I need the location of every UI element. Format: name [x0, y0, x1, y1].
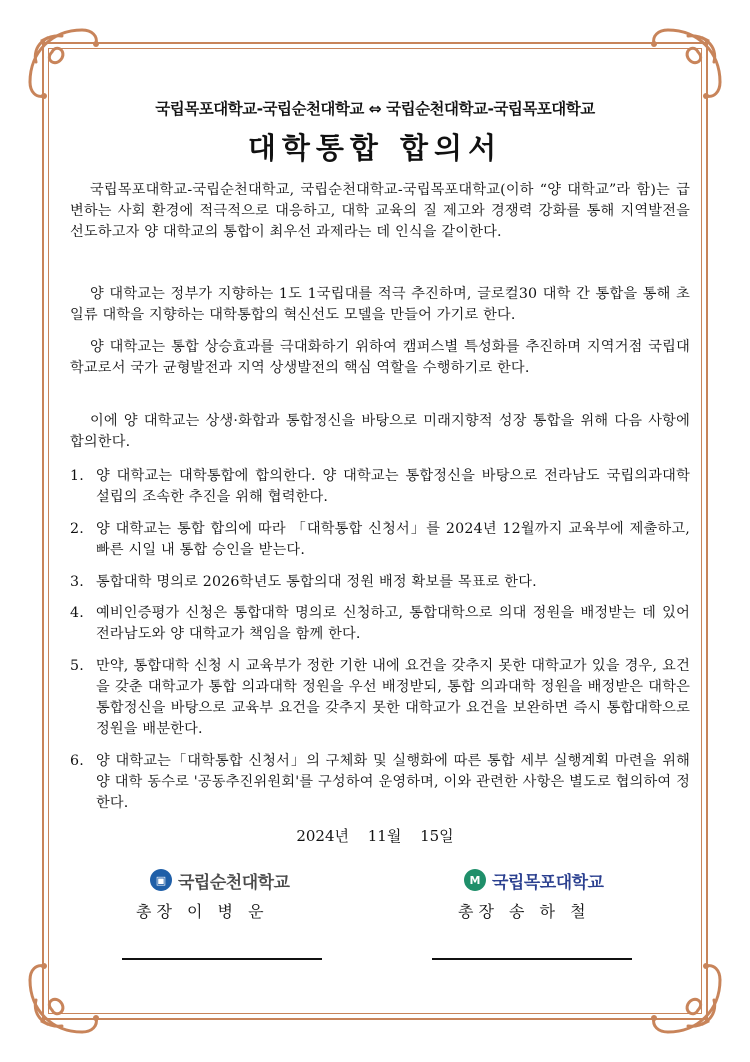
- item-number: 4.: [70, 605, 84, 621]
- agreement-item: [70, 466, 690, 508]
- item-text: 통합대학 명의로 2026학년도 통합의대 정원 배정 확보를 목표로 한다.: [96, 574, 537, 590]
- item-number: 1.: [70, 468, 84, 484]
- document-subtitle: 국립목포대학교-국립순천대학교 ⇔ 국립순천대학교-국립목포대학교: [155, 100, 595, 118]
- item-text: 양 대학교는「대학통합 신청서」의 구체화 및 실행화에 따른 통합 세부 실행계획 마련을 위해 양 대학 동수로 '공동추진위원회'를 구성하여 운영하며, 이와 관련한 사항은 별도로 협의하여 정한다.: [96, 753, 690, 811]
- scnu-emblem-icon: ▣: [150, 869, 172, 891]
- document-title: 대학통합 합의서: [247, 131, 503, 165]
- agreement-item: [70, 656, 690, 740]
- preamble-paragraph: 양 대학교는 통합 상승효과를 극대화하기 위하여 캠퍼스별 특성화를 추진하며 지역거점 국립대학교로서 국가 균형발전과 지역 상생발전의 핵심 역할을 수행하기로 한다.: [70, 339, 690, 376]
- item-text: 양 대학교는 통합 합의에 따라 「대학통합 신청서」를 2024년 12월까지 교육부에 제출하고, 빠른 시일 내 통합 승인을 받는다.: [96, 521, 690, 558]
- mokpo-logo: [464, 868, 603, 892]
- ornamental-scroll-icon: [22, 22, 106, 106]
- signing-date: 2024년 11월 15일: [296, 827, 454, 845]
- item-number: 5.: [70, 658, 84, 674]
- mokpo-president-name: 총장 송 하 철: [458, 902, 591, 921]
- signature-line: [122, 958, 322, 960]
- mokpo-emblem-icon: M: [464, 869, 486, 891]
- preamble-paragraph: 양 대학교는 정부가 지향하는 1도 1국립대를 적극 추진하며, 글로컬30 대학 간 통합을 통해 초일류 대학을 지향하는 대학통합의 혁신선도 모델을 만들어 가기로 한다.: [70, 286, 690, 323]
- item-number: 2.: [70, 521, 84, 537]
- agreement-item: [70, 603, 690, 645]
- scnu-university-name: 국립순천대학교: [178, 872, 290, 893]
- item-text: 예비인증평가 신청은 통합대학 명의로 신청하고, 통합대학으로 의대 정원을 배정받는 데 있어 전라남도와 양 대학교가 책임을 함께 한다.: [96, 605, 690, 642]
- scnu-president-name: 총장 이 병 운: [136, 902, 269, 921]
- item-text: 양 대학교는 대학통합에 합의한다. 양 대학교는 통합정신을 바탕으로 전라남도 국립의과대학 설립의 조속한 추진을 위해 협력한다.: [96, 468, 690, 505]
- agreement-item: [70, 751, 690, 814]
- item-number: 3.: [70, 574, 84, 590]
- agreement-item: [70, 572, 690, 593]
- ornamental-scroll-icon: [644, 22, 728, 106]
- item-number: 6.: [70, 753, 84, 769]
- signature-line: [432, 958, 632, 960]
- scnu-logo: [150, 868, 289, 892]
- agreement-item: [70, 519, 690, 561]
- ornamental-scroll-icon: [644, 956, 728, 1040]
- mokpo-university-name: 국립목포대학교: [492, 872, 604, 893]
- item-text: 만약, 통합대학 신청 시 교육부가 정한 기한 내에 요건을 갖추지 못한 대학교가 있을 경우, 요건을 갖춘 대학교가 통합 의과대학 정원을 우선 배정받되, 통합 의과대학 정원을 배정받은 대학은 통합정신을 바탕으로 교육부 요건을 갖추지 못한 대학교가 요건을 보완하면 즉시 통합대학으로 정원을 배분한다.: [96, 658, 690, 737]
- ornamental-scroll-icon: [22, 956, 106, 1040]
- preamble-paragraph: 이에 양 대학교는 상생·화합과 통합정신을 바탕으로 미래지향적 성장 통합을 위해 다음 사항에 합의한다.: [70, 413, 690, 450]
- preamble-paragraph: 국립목포대학교-국립순천대학교, 국립순천대학교-국립목포대학교(이하 “양 대학교”라 함)는 급변하는 사회 환경에 적극적으로 대응하고, 대학 교육의 질 제고와 경쟁력 강화를 통해 지역발전을 선도하고자 양 대학교의 통합이 최우선 과제라는 데 인식을 같이한다.: [70, 182, 690, 240]
